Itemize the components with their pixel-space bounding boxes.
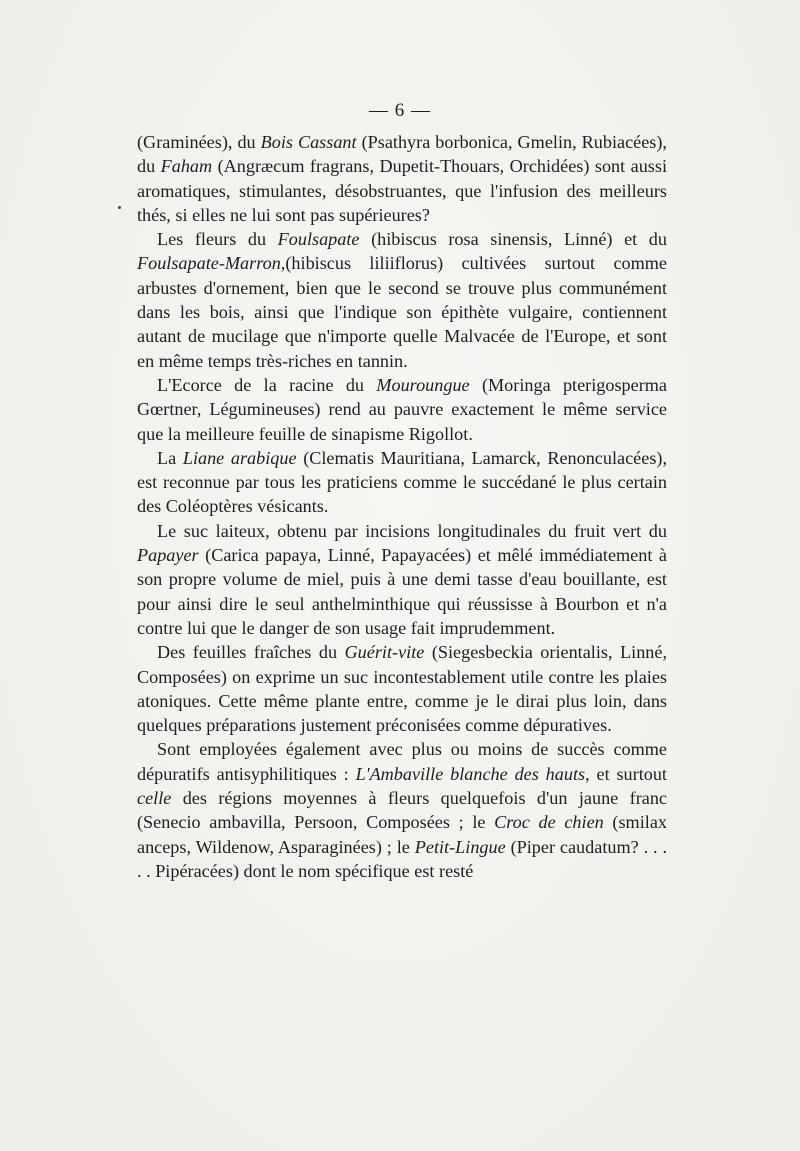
paragraph-p2 [137,227,667,373]
italic-term: Papayer [137,545,199,566]
text-run: , et surtout [585,763,667,784]
text-run: Les fleurs du [157,229,278,250]
paragraph-p1 [137,130,667,227]
text-run: (Carica papaya, Linné, Papayacées) et mêlé immédiatement à son propre volume de miel, puis à une demi tasse d'eau bouillante, est pour ainsi dire le seul anthelminthique qui réussisse à Bourbon et n'a contre lui que le danger de son usage fait imprudemment. [137,545,667,638]
text-run: (Psathyra borbonica, Gmelin, Rubiacées), du [137,132,667,177]
text-run: L'Ecorce de la racine du [157,374,377,395]
paragraph-p7 [137,737,667,883]
italic-term: L'Ambaville blanche des hauts [355,763,586,784]
text-run: La [157,447,183,468]
text-run: (Angræcum fragrans, Dupetit-Thouars, Orchidées) sont aussi aromatiques, stimulantes, désobstruantes, que l'infusion des meilleurs thés, si elles ne lui sont pas supérieures? [137,156,667,225]
text-run: Le suc laiteux, obtenu par incisions longitudinales du fruit vert du [157,520,667,541]
italic-term: Liane arabique [182,447,297,468]
italic-term: Mouroungue [376,374,470,395]
text-run: (Clematis Mauritiana, Lamarck, Renonculacées), est reconnue par tous les praticiens comme le succédané le plus certain des Coléoptères vésicants. [137,447,667,517]
text-run: (Moringa pterigosperma Gœrtner, Légumineuses) rend au pauvre exactement le même service que la meilleure feuille de sinapisme Rigollot. [137,374,667,444]
paragraph-p4 [137,446,667,519]
text-run: (Graminées), du [137,132,261,152]
text-run: (Siegesbeckia orientalis, Linné, Composées) on exprime un suc incontestablement utile contre les plaies atoniques. Cette même plante entre, comme je le dirai plus loin, dans quelques préparations justement préconisées comme dépuratives. [137,642,667,736]
italic-term: celle [137,788,172,809]
text-run: (hibiscus rosa sinensis, Linné) et du [359,229,667,250]
ink-speck [118,206,121,209]
text-run: Des feuilles fraîches du [157,642,345,663]
italic-term: Foulsapate-Marron, [137,253,286,274]
paragraph-p6 [137,640,667,737]
page-number: — 6 — [369,100,431,121]
italic-term: Croc de chien [494,812,604,833]
italic-term: Faham [160,156,213,177]
paragraph-p3 [137,373,667,446]
text-run: (Piper caudatum? . . . . . Pipéracées) dont le nom spécifique est resté [137,836,667,881]
paragraph-p5 [137,519,667,640]
italic-term: Bois Cassant [260,132,357,152]
italic-term: Foulsapate [277,229,360,250]
text-run: Sont employées également avec plus ou moins de succès comme dépuratifs antisyphilitiques : [137,739,667,784]
text-run: des régions moyennes à fleurs quelquefois d'un jaune franc (Senecio ambavilla, Persoon, Composées ; le [137,788,667,833]
italic-term: Guérit-vite [344,642,425,663]
body-text [137,130,667,883]
text-run: (hibiscus liliiflorus) cultivées surtout comme arbustes d'ornement, bien que le second se trouve plus communément dans les bois, ainsi que l'indique son épithète vulgaire, contiennent autant de mucilage que n'importe quelle Malvacée de l'Europe, et sont en même temps très-riches en tannin. [137,253,667,371]
text-run: (smilax anceps, Wildenow, Asparaginées) ; le [137,812,667,857]
italic-term: Petit-Lingue [414,836,506,857]
